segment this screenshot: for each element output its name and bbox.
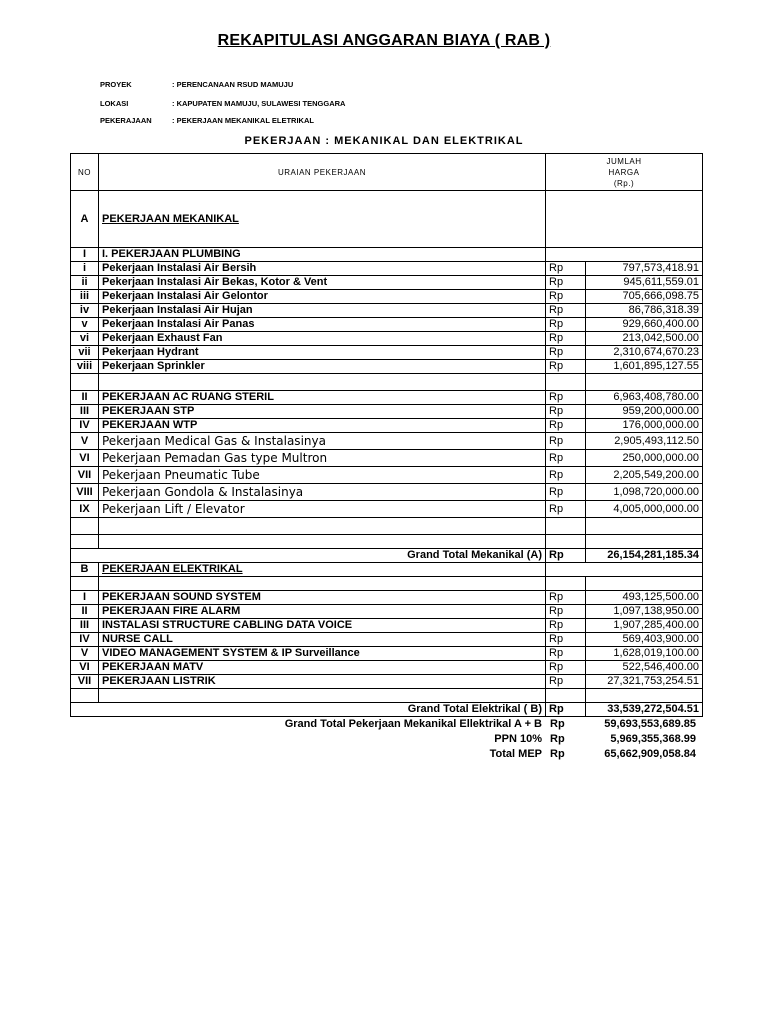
total-label: Grand Total Pekerjaan Mekanikal Ellektrikal A + B [284, 718, 542, 730]
table-row [71, 605, 703, 619]
totals-block [70, 718, 702, 763]
header-no: NO [71, 154, 99, 191]
empty-cell [546, 563, 703, 577]
row-no: v [71, 318, 99, 332]
row-amount: 1,098,720,000.00 [586, 484, 703, 501]
grand-total-currency: Rp [546, 703, 586, 717]
table-row [71, 346, 703, 360]
empty-cell [546, 374, 586, 391]
row-amount: 6,963,408,780.00 [586, 391, 703, 405]
row-amount: 945,611,559.01 [586, 276, 703, 290]
table-row [71, 405, 703, 419]
row-currency: Rp [546, 290, 586, 304]
table-row [71, 360, 703, 374]
row-no: VII [71, 467, 99, 484]
rab-table [70, 153, 703, 717]
empty-row [71, 689, 703, 703]
table-row [71, 675, 703, 689]
row-label: NURSE CALL [99, 633, 546, 647]
empty-cell [99, 374, 546, 391]
meta-key: PROYEK [100, 80, 132, 89]
grand-total-amount: 33,539,272,504.51 [586, 703, 703, 717]
empty-cell [546, 518, 586, 535]
table-row [71, 501, 703, 518]
table-row [71, 450, 703, 467]
total-row [70, 718, 702, 733]
row-no: V [71, 647, 99, 661]
empty-cell [546, 535, 586, 549]
row-currency: Rp [546, 262, 586, 276]
row-no: I [71, 248, 99, 262]
total-currency: Rp [550, 748, 565, 760]
table-row [71, 290, 703, 304]
table-row [71, 467, 703, 484]
empty-cell [71, 689, 99, 703]
total-row [70, 748, 702, 763]
row-currency: Rp [546, 467, 586, 484]
empty-cell [546, 689, 586, 703]
row-currency: Rp [546, 346, 586, 360]
row-label: VIDEO MANAGEMENT SYSTEM & IP Surveillance [99, 647, 546, 661]
table-row [71, 433, 703, 450]
row-no: IV [71, 419, 99, 433]
section-label [99, 191, 546, 248]
row-amount: 27,321,753,254.51 [586, 675, 703, 689]
row-amount: 929,660,400.00 [586, 318, 703, 332]
row-no: III [71, 619, 99, 633]
row-no: VII [71, 675, 99, 689]
row-currency: Rp [546, 450, 586, 467]
row-label: PEKERJAAN STP [99, 405, 546, 419]
section-a-row [71, 191, 703, 248]
section-no: B [71, 563, 99, 577]
empty-row [71, 374, 703, 391]
row-currency: Rp [546, 304, 586, 318]
empty-cell [586, 689, 703, 703]
row-amount: 176,000,000.00 [586, 419, 703, 433]
row-currency: Rp [546, 501, 586, 518]
row-currency: Rp [546, 633, 586, 647]
row-currency: Rp [546, 484, 586, 501]
row-amount: 797,573,418.91 [586, 262, 703, 276]
row-currency: Rp [546, 619, 586, 633]
empty-cell [546, 191, 703, 248]
row-amount: 86,786,318.39 [586, 304, 703, 318]
grand-total-amount: 26,154,281,185.34 [586, 549, 703, 563]
row-amount: 2,205,549,200.00 [586, 467, 703, 484]
row-amount: 522,546,400.00 [586, 661, 703, 675]
row-label: Pekerjaan Gondola & Instalasinya [99, 484, 546, 501]
empty-cell [586, 577, 703, 591]
row-currency: Rp [546, 405, 586, 419]
section-a-label: PEKERJAAN MEKANIKAL [102, 212, 239, 225]
total-row [70, 733, 702, 748]
document-title: REKAPITULASI ANGGARAN BIAYA ( RAB ) [217, 32, 551, 49]
row-amount: 569,403,900.00 [586, 633, 703, 647]
row-no: VI [71, 661, 99, 675]
total-amount: 65,662,909,058.84 [604, 748, 696, 760]
total-currency: Rp [550, 733, 565, 745]
row-amount: 959,200,000.00 [586, 405, 703, 419]
row-no: vi [71, 332, 99, 346]
empty-cell [71, 518, 99, 535]
row-label: INSTALASI STRUCTURE CABLING DATA VOICE [99, 619, 546, 633]
row-currency: Rp [546, 419, 586, 433]
empty-cell [99, 518, 546, 535]
row-amount: 1,097,138,950.00 [586, 605, 703, 619]
row-amount: 4,005,000,000.00 [586, 501, 703, 518]
grand-total-currency: Rp [546, 549, 586, 563]
row-label: PEKERJAAN AC RUANG STERIL [99, 391, 546, 405]
meta-value: : PEKERJAAN MEKANIKAL ELETRIKAL [172, 116, 314, 125]
row-label: Pekerjaan Instalasi Air Gelontor [99, 290, 546, 304]
row-no: iv [71, 304, 99, 318]
table-row [71, 484, 703, 501]
grand-total-label: Grand Total Elektrikal ( B) [71, 703, 546, 717]
row-amount: 493,125,500.00 [586, 591, 703, 605]
grand-total-label: Grand Total Mekanikal (A) [71, 549, 546, 563]
meta-key: PEKERAJAAN [100, 116, 152, 125]
total-label: PPN 10% [494, 733, 542, 745]
row-currency: Rp [546, 647, 586, 661]
row-label: PEKERJAAN LISTRIK [99, 675, 546, 689]
row-label: PEKERJAAN FIRE ALARM [99, 605, 546, 619]
row-label: Pekerjaan Pemadan Gas type Multron [99, 450, 546, 467]
table-row [71, 262, 703, 276]
row-no: II [71, 605, 99, 619]
section-no: A [71, 191, 99, 248]
meta-value: : KAPUPATEN MAMUJU, SULAWESI TENGGARA [172, 99, 346, 108]
table-row [71, 318, 703, 332]
section-b-label: PEKERJAAN ELEKTRIKAL [102, 563, 243, 575]
row-currency: Rp [546, 276, 586, 290]
header-rp: (Rp.) [613, 178, 635, 188]
row-no: I [71, 591, 99, 605]
table-row [71, 633, 703, 647]
row-currency: Rp [546, 675, 586, 689]
row-currency: Rp [546, 433, 586, 450]
empty-cell [546, 248, 703, 262]
empty-cell [71, 374, 99, 391]
row-label: Pekerjaan Instalasi Air Hujan [99, 304, 546, 318]
table-row [71, 647, 703, 661]
row-currency: Rp [546, 332, 586, 346]
row-no: III [71, 405, 99, 419]
table-row [71, 661, 703, 675]
plumbing-row [71, 248, 703, 262]
row-amount: 705,666,098.75 [586, 290, 703, 304]
row-no: ii [71, 276, 99, 290]
table-header [71, 154, 703, 191]
row-label: Pekerjaan Exhaust Fan [99, 332, 546, 346]
row-label: Pekerjaan Medical Gas & Instalasinya [99, 433, 546, 450]
empty-cell [99, 689, 546, 703]
row-currency: Rp [546, 318, 586, 332]
row-no: iii [71, 290, 99, 304]
row-no: IX [71, 501, 99, 518]
empty-row [71, 535, 703, 549]
empty-row [71, 577, 703, 591]
row-label: Pekerjaan Lift / Elevator [99, 501, 546, 518]
row-amount: 1,628,019,100.00 [586, 647, 703, 661]
empty-cell [71, 577, 99, 591]
table-row [71, 391, 703, 405]
row-no: VIII [71, 484, 99, 501]
header-jumlah-harga [546, 154, 703, 191]
row-amount: 2,905,493,112.50 [586, 433, 703, 450]
row-label: Pekerjaan Instalasi Air Bekas, Kotor & Vent [99, 276, 546, 290]
row-label: Pekerjaan Pneumatic Tube [99, 467, 546, 484]
empty-row [71, 518, 703, 535]
total-label: Total MEP [489, 748, 542, 760]
row-currency: Rp [546, 360, 586, 374]
row-label: Pekerjaan Instalasi Air Panas [99, 318, 546, 332]
table-row [71, 276, 703, 290]
section-b-row [71, 563, 703, 577]
total-amount: 59,693,553,689.85 [604, 718, 696, 730]
table-row [71, 619, 703, 633]
table-row [71, 332, 703, 346]
row-amount: 1,601,895,127.55 [586, 360, 703, 374]
empty-cell [71, 535, 99, 549]
row-no: i [71, 262, 99, 276]
row-no: VI [71, 450, 99, 467]
meta-key: LOKASI [100, 99, 129, 108]
row-currency: Rp [546, 591, 586, 605]
work-subtitle: PEKERJAAN : MEKANIKAL DAN ELEKTRIKAL [244, 135, 524, 147]
empty-cell [586, 374, 703, 391]
empty-cell [586, 518, 703, 535]
row-currency: Rp [546, 391, 586, 405]
row-currency: Rp [546, 605, 586, 619]
empty-cell [546, 577, 586, 591]
row-amount: 2,310,674,670.23 [586, 346, 703, 360]
header-harga: HARGA [608, 167, 640, 177]
row-amount: 213,042,500.00 [586, 332, 703, 346]
total-amount: 5,969,355,368.99 [610, 733, 696, 745]
row-label: Pekerjaan Hydrant [99, 346, 546, 360]
row-no: viii [71, 360, 99, 374]
row-label: Pekerjaan Instalasi Air Bersih [99, 262, 546, 276]
row-no: V [71, 433, 99, 450]
section-label [99, 563, 546, 577]
row-no: IV [71, 633, 99, 647]
empty-cell [99, 535, 546, 549]
total-currency: Rp [550, 718, 565, 730]
row-label: I. PEKERJAAN PLUMBING [99, 248, 546, 262]
row-label: PEKERJAAN MATV [99, 661, 546, 675]
row-currency: Rp [546, 661, 586, 675]
meta-value: : PERENCANAAN RSUD MAMUJU [172, 80, 294, 89]
row-label: PEKERJAAN WTP [99, 419, 546, 433]
row-label: PEKERJAAN SOUND SYSTEM [99, 591, 546, 605]
empty-cell [586, 535, 703, 549]
table-row [71, 419, 703, 433]
empty-cell [99, 577, 546, 591]
table-row [71, 304, 703, 318]
grand-total-row [71, 703, 703, 717]
row-label: Pekerjaan Sprinkler [99, 360, 546, 374]
row-no: vii [71, 346, 99, 360]
table-row [71, 591, 703, 605]
row-no: II [71, 391, 99, 405]
header-jumlah: JUMLAH [606, 156, 642, 166]
grand-total-row [71, 549, 703, 563]
row-amount: 250,000,000.00 [586, 450, 703, 467]
row-amount: 1,907,285,400.00 [586, 619, 703, 633]
header-uraian: URAIAN PEKERJAAN [99, 154, 546, 191]
